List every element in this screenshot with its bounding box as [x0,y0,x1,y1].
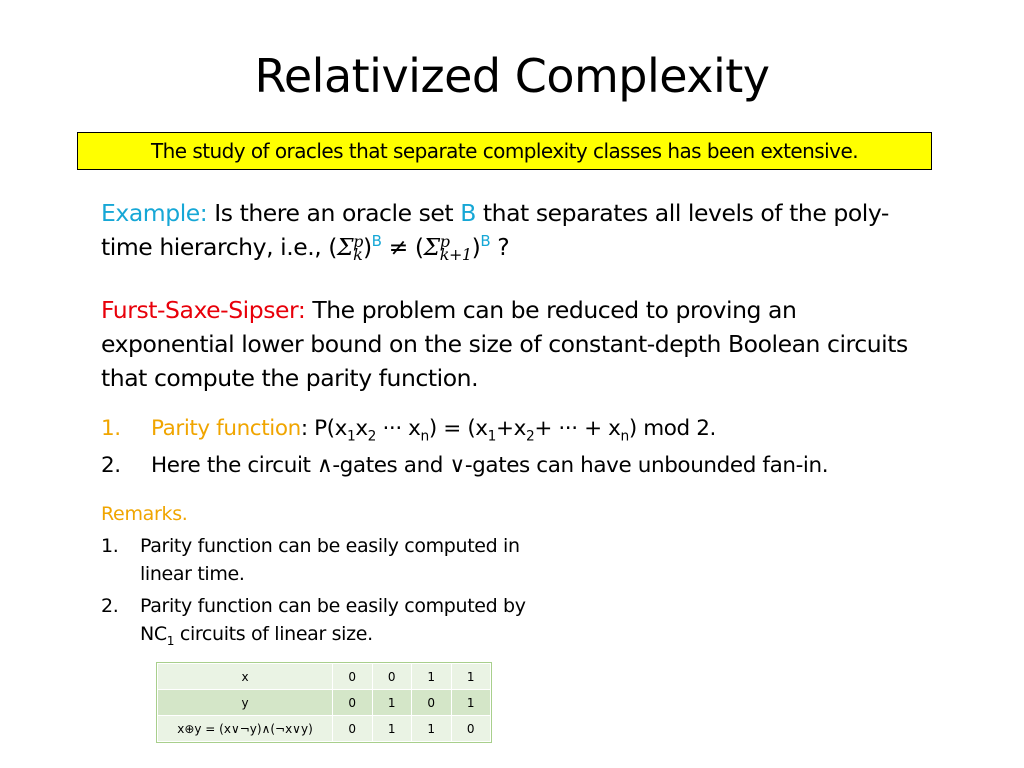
table-cell: 0 [372,664,412,690]
truth-table [157,663,491,742]
table-row [158,716,491,742]
list-item [101,533,551,588]
sigma-symbol-1: Σ [337,233,354,261]
table-cell: y [158,690,333,716]
parity-text-1: : P(x [300,416,347,441]
remark-text-2a: Parity function can be easily computed by NC [140,595,526,645]
list-item [101,451,941,488]
parity-function-term: Parity function [151,416,301,441]
table-cell: 0 [333,716,373,742]
remark-text-2b: circuits of linear size. [174,622,373,645]
table-cell: x⊕y = (x∨¬y)∧(¬x∨y) [158,716,333,742]
table-cell: x [158,664,333,690]
table-cell: 1 [372,716,412,742]
table-cell: 1 [451,664,491,690]
parity-text-7: ) mod 2. [628,416,716,441]
remark-number-1: 1. [101,535,119,557]
not-equal: ≠ ( [381,233,424,261]
oracle-sup-b-1: B [371,232,382,251]
close-paren-2: ) [471,233,481,261]
sigma-sup-p-2: p [439,231,450,251]
list-item [101,414,941,451]
fss-label: Furst-Saxe-Sipser: [101,296,306,324]
table-cell: 0 [333,664,373,690]
oracle-sup-b-2: B [480,232,491,251]
parity-text-3: ··· x [376,416,421,441]
parity-text-5: +x [496,416,526,441]
sigma-sub-k1: k+1 [439,245,472,265]
parity-definition [151,414,716,444]
question-mark: ? [490,233,510,261]
table-row [158,690,491,716]
fan-in-text: Here the circuit ∧-gates and ∨-gates can have unbounded fan-in. [151,453,829,478]
sub: n [420,428,429,445]
parity-text-6: + ··· + x [534,416,621,441]
remark-text-1: Parity function can be easily computed in linear time. [140,535,520,585]
highlight-note: The study of oracles that separate complexity classes has been extensive. [77,132,932,170]
remark-text-2 [140,593,551,648]
close-paren-1: ) [362,233,372,261]
table-cell: 0 [412,690,452,716]
remark-number-2: 2. [101,595,119,617]
table-cell: 1 [412,664,452,690]
parity-text-2: x [355,416,368,441]
sigma-scripts-2 [439,231,472,265]
remarks-list [101,533,551,653]
example-paragraph [101,196,921,264]
remarks-label: Remarks. [101,503,188,525]
sub: n [620,428,629,445]
table-cell: 1 [372,690,412,716]
table-cell: 0 [451,716,491,742]
fss-paragraph [101,293,921,395]
table-cell: 1 [412,716,452,742]
sub: 2 [367,428,377,445]
slide-title: Relativized Complexity [254,49,770,103]
table-cell: 0 [333,690,373,716]
list-number-1: 1. [101,416,121,441]
example-label: Example: [101,199,208,227]
sub: 2 [525,428,535,445]
oracle-set-b: B [460,199,476,227]
list-number-2: 2. [101,453,121,478]
fss-text: The problem can be reduced to proving an exponential lower bound on the size of constant-depth Boolean circuits that compute the parity function. [101,296,908,392]
table-row [158,664,491,690]
example-text-2: that separates all levels of the poly-time hierarchy, i.e., ( [101,199,889,261]
sub: 1 [487,428,496,445]
nc-subscript: 1 [166,633,175,648]
sigma-scripts-1 [353,231,363,265]
parity-text-4: ) = (x [428,416,488,441]
sigma-symbol-2: Σ [423,233,440,261]
list-item [101,593,551,648]
table-cell: 1 [451,690,491,716]
main-list [101,414,941,488]
sub: 1 [346,428,356,445]
example-text-1: Is there an oracle set [207,199,461,227]
sigma-sup-p-1: p [353,231,363,251]
sigma-sub-k: k [353,245,363,265]
